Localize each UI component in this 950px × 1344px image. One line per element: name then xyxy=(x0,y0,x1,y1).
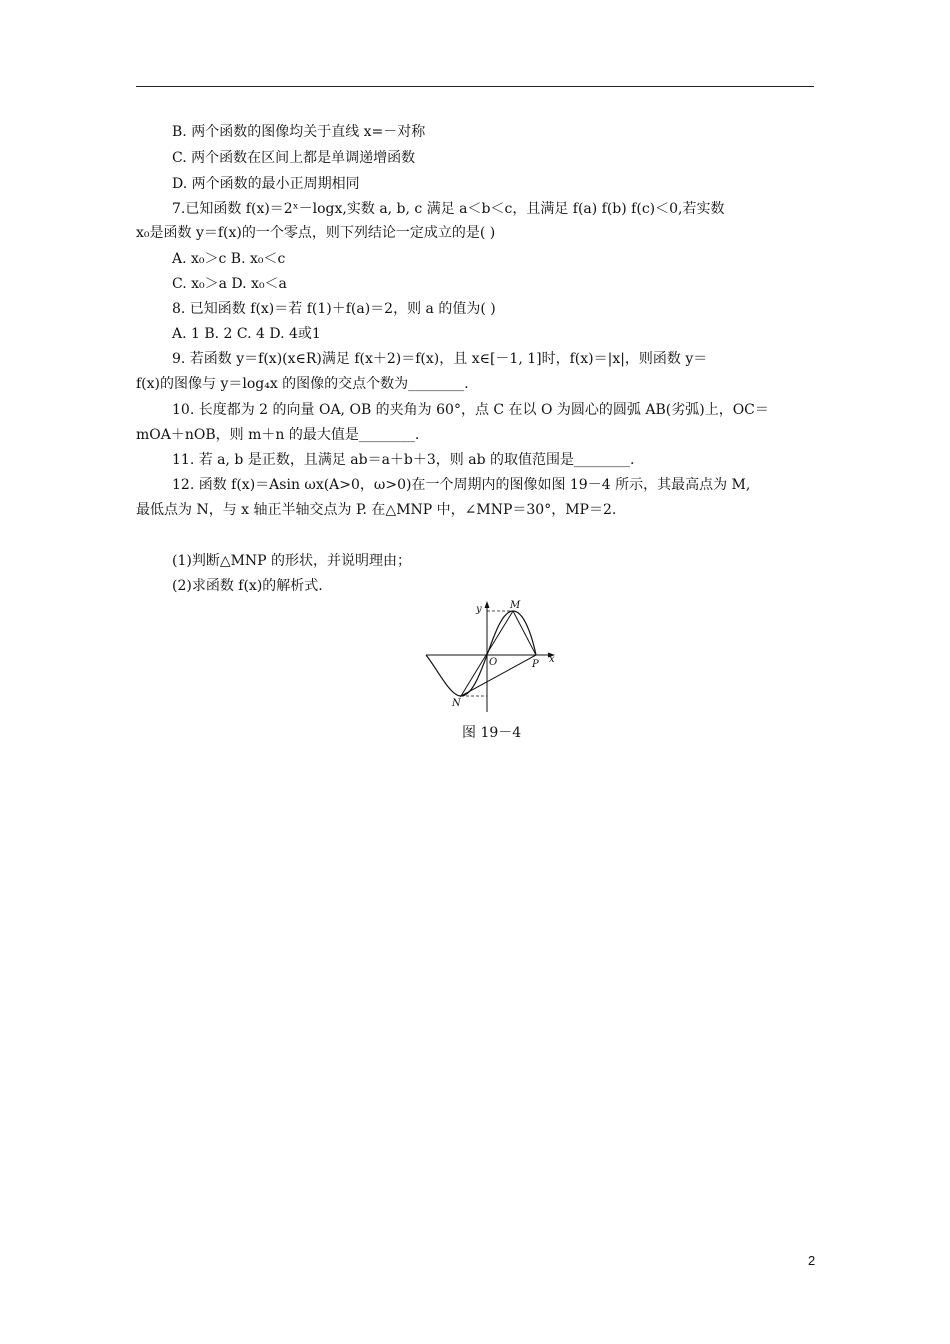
text-line: 7.已知函数 f(x)＝2ˣ－logx,实数 a, b, c 满足 a＜b＜c，且满足 f(a) f(b) f(c)＜0,若实数 xyxy=(172,201,725,217)
point-n-label: N xyxy=(452,698,461,709)
text-line: 10. 长度都为 2 的向量 OA, OB 的夹角为 60°，点 C 在以 O 为圆心的圆弧 AB(劣弧)上，OC＝ xyxy=(172,402,769,418)
text-line: mOA＋nOB，则 m＋n 的最大值是________. xyxy=(136,427,420,443)
text-line: A. x₀＞c B. x₀＜c xyxy=(172,251,286,267)
sine-graph-figure xyxy=(424,598,564,716)
page-number: 2 xyxy=(808,1253,816,1268)
y-axis-arrow-icon xyxy=(485,601,490,608)
point-p-label: P xyxy=(532,659,539,670)
header-rule xyxy=(136,86,814,87)
text-line: x₀是函数 y＝f(x)的一个零点，则下列结论一定成立的是( ) xyxy=(136,225,496,241)
y-axis-label: y xyxy=(476,604,482,615)
text-line: 最低点为 N，与 x 轴正半轴交点为 P. 在△MNP 中，∠MNP＝30°，MP＝2. xyxy=(136,502,617,518)
origin-label: O xyxy=(489,657,498,668)
text-line: (2)求函数 f(x)的解析式. xyxy=(172,578,323,594)
text-line: 8. 已知函数 f(x)＝若 f(1)＋f(a)＝2，则 a 的值为( ) xyxy=(172,301,496,317)
x-axis-label: x xyxy=(549,654,555,665)
text-line: D. 两个函数的最小正周期相同 xyxy=(172,176,360,192)
text-line: B. 两个函数的图像均关于直线 x=－对称 xyxy=(172,124,426,140)
point-m-label: M xyxy=(510,600,521,611)
text-line: 9. 若函数 y＝f(x)(x∈R)满足 f(x＋2)＝f(x)，且 x∈[－1, 1]时，f(x)＝|x|，则函数 y＝ xyxy=(172,351,708,367)
text-line: C. 两个函数在区间上都是单调递增函数 xyxy=(172,150,416,166)
text-line: 11. 若 a, b 是正数，且满足 ab＝a＋b＋3，则 ab 的取值范围是________. xyxy=(172,452,635,468)
triangle-mnp xyxy=(461,611,536,696)
text-line: (1)判断△MNP 的形状，并说明理由； xyxy=(172,553,412,569)
text-line: A. 1 B. 2 C. 4 D. 4或1 xyxy=(172,326,321,342)
figure-caption: 图 19－4 xyxy=(462,725,522,741)
text-line: 12. 函数 f(x)＝Asin ωx(A>0，ω>0)在一个周期内的图像如图 19－4 所示，其最高点为 M, xyxy=(172,477,751,493)
text-line: f(x)的图像与 y＝log₄x 的图像的交点个数为________. xyxy=(136,376,469,392)
text-line: C. x₀＞a D. x₀＜a xyxy=(172,276,287,292)
